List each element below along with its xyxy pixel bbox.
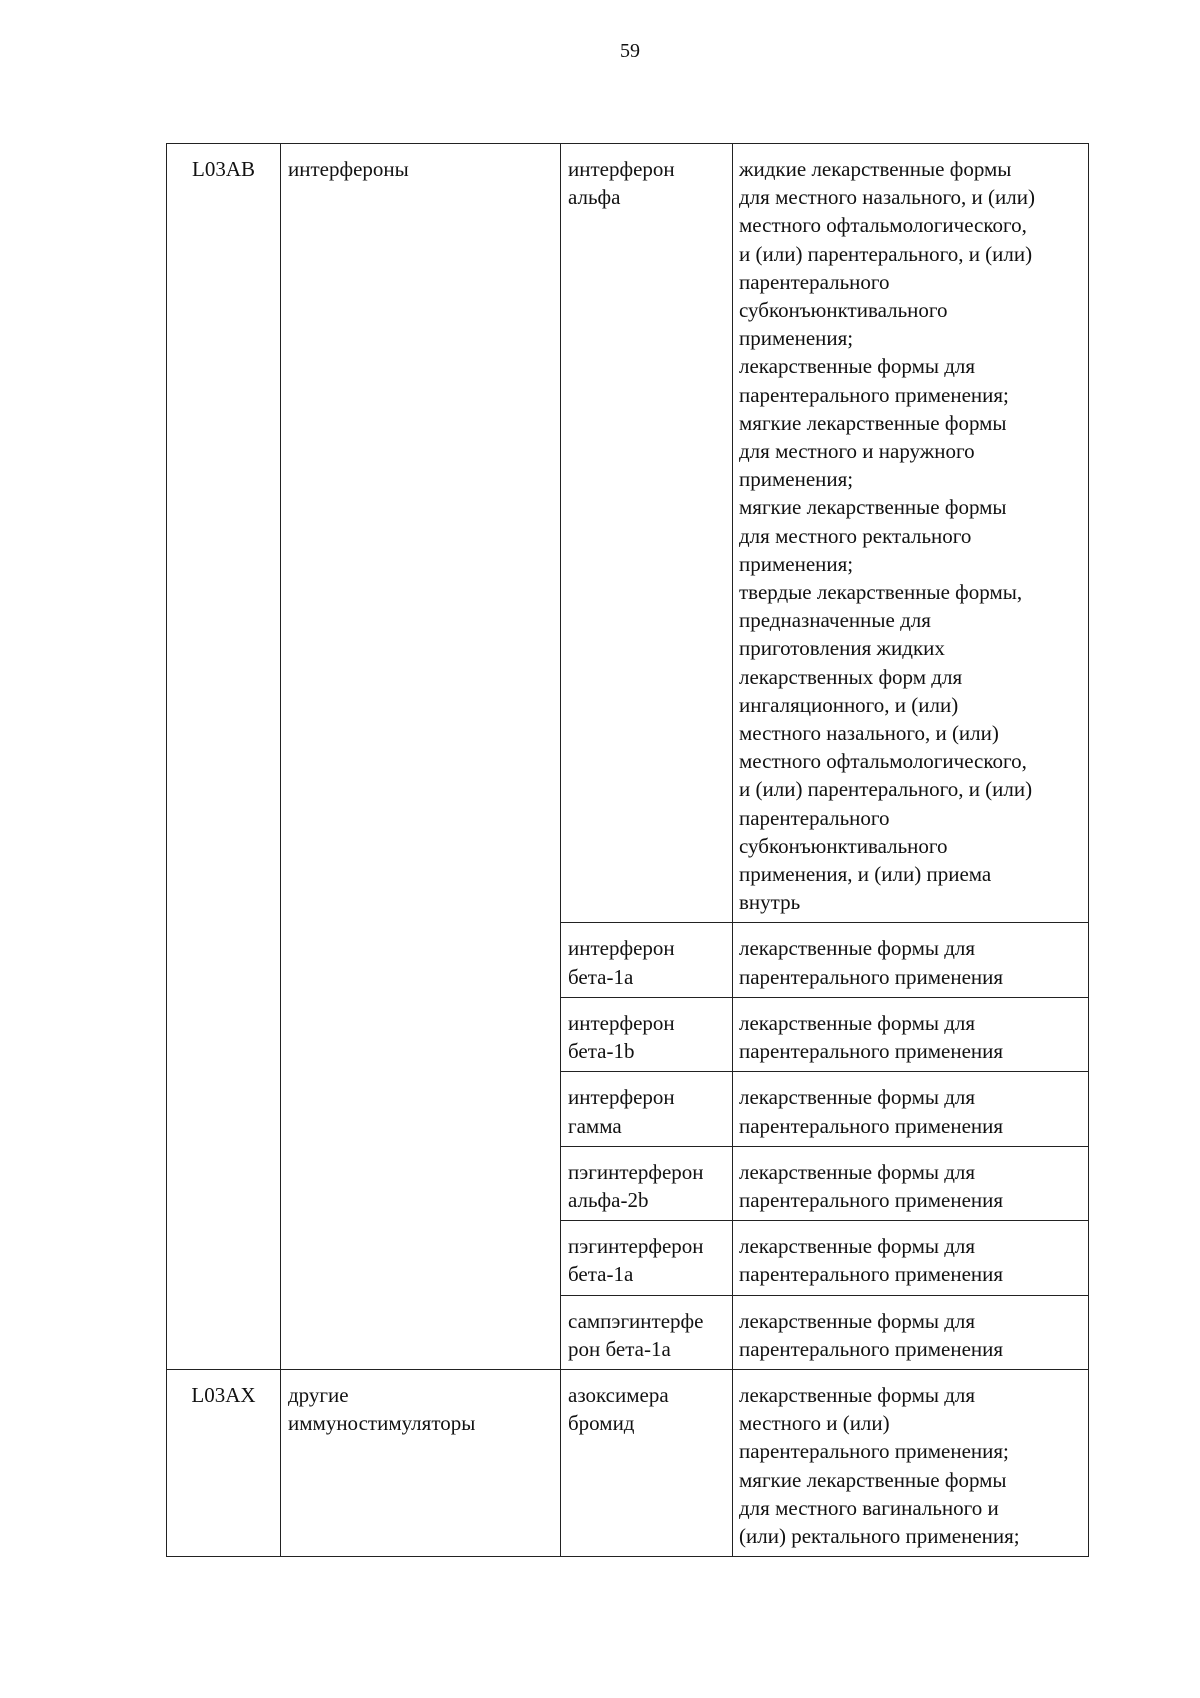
dosage-forms-cell: лекарственные формы для местного и (или) парентерального применения; мягкие лекарственные формы для местного вагинального и (или) ректального применения; <box>733 1369 1089 1556</box>
drug-table <box>166 143 1089 1557</box>
group-name-cell: другие иммуностимуляторы <box>281 1369 561 1556</box>
drug-name-cell: сампэгинтерфе рон бета-1a <box>561 1295 733 1369</box>
table-row <box>167 144 1089 923</box>
drug-name-cell: азоксимера бромид <box>561 1369 733 1556</box>
dosage-forms-cell: лекарственные формы для парентерального применения <box>733 1146 1089 1220</box>
drug-name-cell: интерферон альфа <box>561 144 733 923</box>
drug-name-cell: пэгинтерферон бета-1a <box>561 1221 733 1295</box>
drug-name-cell: интерферон бета-1a <box>561 923 733 997</box>
table-row <box>167 1369 1089 1556</box>
group-name-cell: интерфероны <box>281 144 561 1370</box>
dosage-forms-cell: лекарственные формы для парентерального применения <box>733 1072 1089 1146</box>
dosage-forms-cell: лекарственные формы для парентерального применения <box>733 1221 1089 1295</box>
dosage-forms-cell: жидкие лекарственные формы для местного назального, и (или) местного офтальмологического, и (или) парентерального, и (или) парентерального субконъюнктивального применения; лекарственные формы для парентерального применения; мягкие лекарственные формы для местного и наружного применения; мягкие лекарственные формы для местного ректального применения; твердые лекарственные формы, предназначенные для приготовления жидких лекарственных форм для ингаляционного, и (или) местного назального, и (или) местного офтальмологического, и (или) парентерального, и (или) парентерального субконъюнктивального применения, и (или) приема внутрь <box>733 144 1089 923</box>
drug-name-cell: пэгинтерферон альфа-2b <box>561 1146 733 1220</box>
dosage-forms-cell: лекарственные формы для парентерального применения <box>733 997 1089 1071</box>
drug-name-cell: интерферон бета-1b <box>561 997 733 1071</box>
dosage-forms-cell: лекарственные формы для парентерального применения <box>733 923 1089 997</box>
dosage-forms-cell: лекарственные формы для парентерального применения <box>733 1295 1089 1369</box>
page-number: 59 <box>620 40 640 62</box>
drug-name-cell: интерферон гамма <box>561 1072 733 1146</box>
atc-code-cell: L03AX <box>167 1369 281 1556</box>
atc-code-cell: L03AB <box>167 144 281 1370</box>
